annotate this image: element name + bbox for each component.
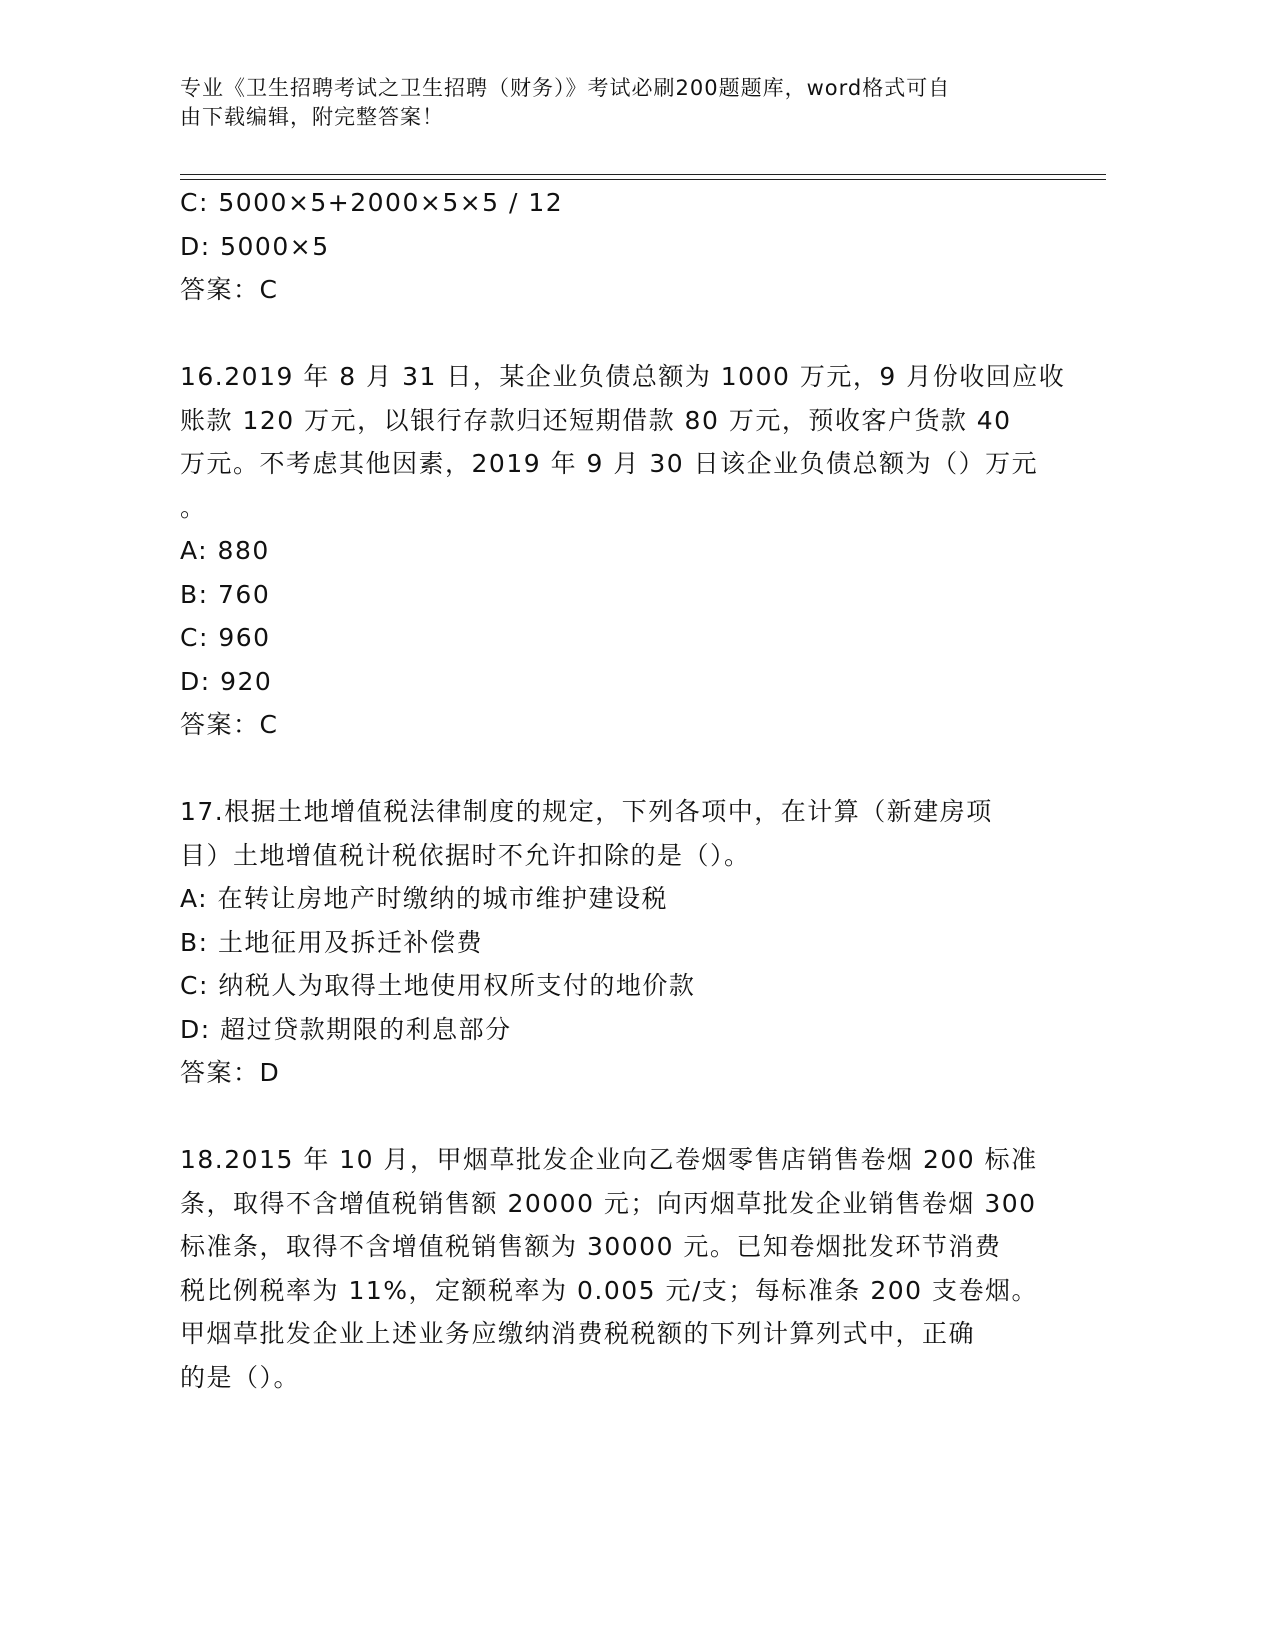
option-b: B: 760 bbox=[180, 579, 271, 609]
option-a: A: 880 bbox=[180, 536, 270, 565]
option-b: B: 土地征用及拆迁补偿费 bbox=[180, 927, 484, 957]
header-divider bbox=[180, 174, 1106, 180]
spacer bbox=[180, 312, 1050, 356]
question-text-line: 18.2015 年 10 月，甲烟草批发企业向乙卷烟零售店销售卷烟 200 标准 bbox=[180, 1145, 1038, 1174]
spacer bbox=[180, 747, 1050, 791]
question-17 bbox=[180, 790, 1050, 1095]
question-text-line: 。 bbox=[180, 492, 207, 522]
option-c: C: 960 bbox=[180, 623, 271, 652]
answer: 答案：C bbox=[180, 275, 279, 304]
question-text-line: 目）土地增值税计税依据时不允许扣除的是（）。 bbox=[180, 840, 751, 870]
question-text-line: 标准条，取得不含增值税销售额为 30000 元。已知卷烟批发环节消费 bbox=[180, 1232, 1002, 1261]
question-text-line: 16.2019 年 8 月 31 日，某企业负债总额为 1000 万元，9 月份收回应收 bbox=[180, 362, 1066, 391]
question-16 bbox=[180, 355, 1066, 747]
option-c: C: 纳税人为取得土地使用权所支付的地价款 bbox=[180, 971, 696, 1000]
option-d: D: 超过贷款期限的利息部分 bbox=[180, 1014, 512, 1044]
answer: 答案：C bbox=[180, 710, 279, 739]
question-text-line: 甲烟草批发企业上述业务应缴纳消费税税额的下列计算列式中，正确 bbox=[180, 1319, 976, 1348]
header-line-2: 由下载编辑，附完整答案！ bbox=[180, 105, 444, 129]
question-text-line: 万元。不考虑其他因素，2019 年 9 月 30 日该企业负债总额为（）万元 bbox=[180, 449, 1039, 478]
question-18 bbox=[180, 1138, 1050, 1399]
option-d: D: 5000×5 bbox=[180, 231, 330, 261]
header-line-1: 专业《卫生招聘考试之卫生招聘（财务）》考试必刷200题题库，word格式可自 bbox=[180, 76, 951, 100]
answer: 答案：D bbox=[180, 1058, 281, 1087]
option-d: D: 920 bbox=[180, 666, 273, 696]
question-text-line: 税比例税率为 11%，定额税率为 0.005 元/支；每标准条 200 支卷烟。 bbox=[180, 1275, 1039, 1305]
question-content bbox=[180, 181, 1066, 1399]
spacer bbox=[180, 1095, 1050, 1139]
question-text-line: 的是（）。 bbox=[180, 1362, 301, 1392]
question-text-line: 账款 120 万元，以银行存款归还短期借款 80 万元，预收客户货款 40 bbox=[180, 405, 1012, 435]
option-a: A: 在转让房地产时缴纳的城市维护建设税 bbox=[180, 884, 669, 913]
question-text-line: 条，取得不含增值税销售额 20000 元；向丙烟草批发企业销售卷烟 300 bbox=[180, 1188, 1037, 1218]
page-header bbox=[180, 74, 1060, 132]
option-c: C: 5000×5+2000×5×5 / 12 bbox=[180, 188, 564, 217]
question-text-line: 17.根据土地增值税法律制度的规定，下列各项中，在计算（新建房项 bbox=[180, 797, 993, 826]
